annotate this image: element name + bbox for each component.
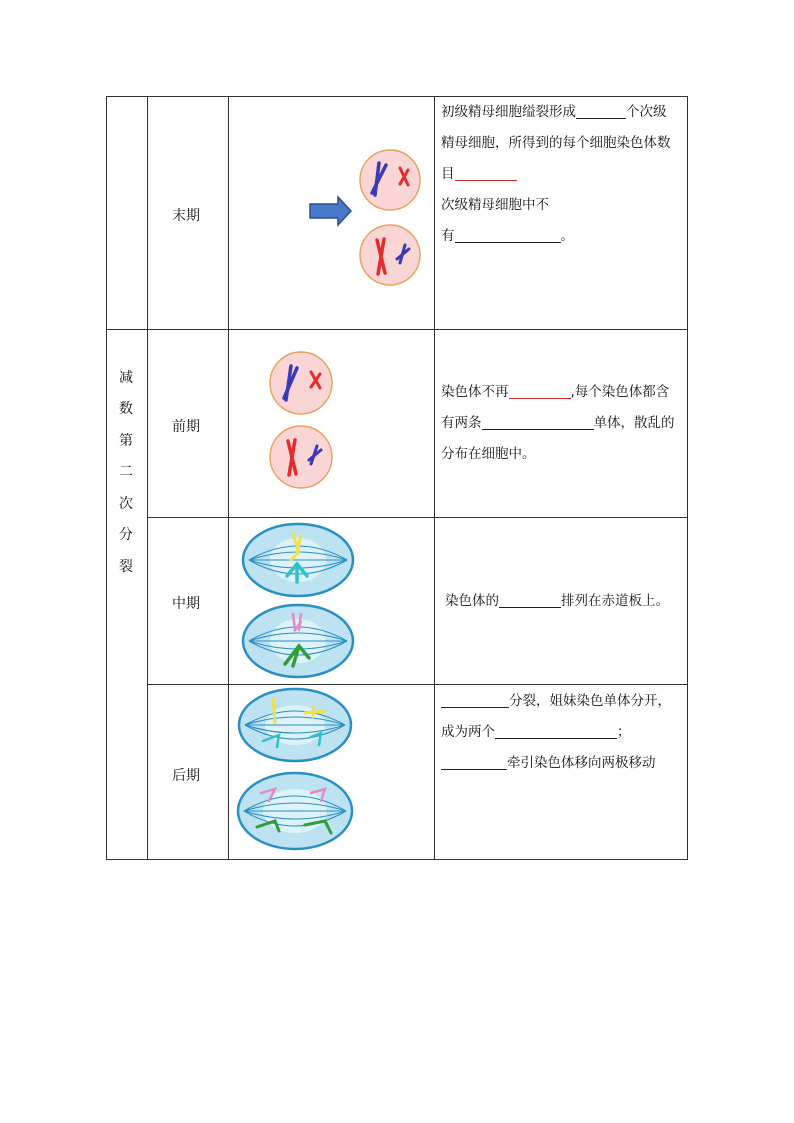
text-segment: 分布在细胞中。	[441, 446, 536, 462]
description-metaphase2	[445, 586, 687, 617]
description-telophase1	[441, 97, 687, 252]
division-label-char: 二	[119, 464, 133, 480]
text-segment: 牵引染色体移向两极移动	[507, 755, 656, 771]
text-segment: 精母细胞，所得到的每个细胞染色体数	[441, 135, 671, 151]
spindle-cell	[243, 524, 353, 596]
text-segment: 初级精母细胞缢裂形成	[441, 104, 576, 120]
text-segment: 成为两个	[441, 724, 495, 740]
prophase2-diagram	[229, 330, 434, 517]
division-label-char: 减	[119, 370, 133, 386]
spindle-cell	[238, 773, 352, 849]
text-segment: 有两条	[441, 415, 482, 431]
answer-blank[interactable]	[455, 226, 561, 243]
answer-blank[interactable]	[482, 413, 594, 430]
text-segment: 次级精母细胞中不	[441, 197, 549, 213]
division-label-char: 裂	[119, 559, 133, 575]
division-label-char: 数	[119, 401, 133, 417]
text-segment: 排列在赤道板上。	[561, 593, 669, 609]
table-border-right	[687, 96, 688, 860]
answer-blank[interactable]	[455, 164, 517, 181]
description-prophase2	[441, 377, 687, 470]
anaphase2-diagram	[229, 685, 434, 859]
spindle-cell	[243, 605, 353, 677]
text-segment: ；	[617, 724, 631, 740]
spindle-cell	[239, 689, 351, 761]
text-segment: ,每个染色体都含	[570, 384, 670, 400]
daughter-cell	[360, 225, 420, 285]
table-border-bottom	[106, 859, 688, 860]
daughter-cell	[360, 150, 420, 210]
text-segment: 染色体的	[445, 593, 499, 609]
text-segment: 。	[560, 228, 574, 244]
division-label-char: 第	[119, 433, 133, 449]
text-segment: 个次级	[626, 104, 667, 120]
stage-label-anaphase2: 后期	[172, 768, 200, 784]
text-segment: 单体，散乱的	[593, 415, 675, 431]
answer-blank[interactable]	[499, 591, 561, 608]
answer-blank[interactable]	[495, 722, 617, 739]
division-label-char: 分	[119, 527, 133, 543]
answer-blank[interactable]	[441, 691, 509, 708]
stage-label-prophase2: 前期	[172, 419, 200, 435]
cell	[270, 426, 332, 488]
cell	[270, 352, 332, 414]
metaphase2-diagram	[229, 518, 434, 684]
description-anaphase2	[441, 686, 687, 779]
text-segment: 分裂，姐妹染色单体分开，	[509, 693, 671, 709]
stage-label-telophase1: 末期	[172, 208, 200, 224]
table-col-divider-1	[147, 96, 148, 860]
answer-blank[interactable]	[509, 382, 571, 399]
telophase1-diagram	[229, 97, 434, 329]
answer-blank[interactable]	[441, 753, 507, 770]
answer-blank[interactable]	[576, 102, 626, 119]
text-segment: 有	[441, 228, 455, 244]
stage-label-metaphase2: 中期	[172, 596, 200, 612]
table-col-divider-3	[434, 96, 435, 860]
right-arrow-icon	[310, 197, 351, 225]
text-segment: 目	[441, 166, 455, 182]
text-segment: 染色体不再	[441, 384, 509, 400]
division-label-char: 次	[119, 496, 133, 512]
